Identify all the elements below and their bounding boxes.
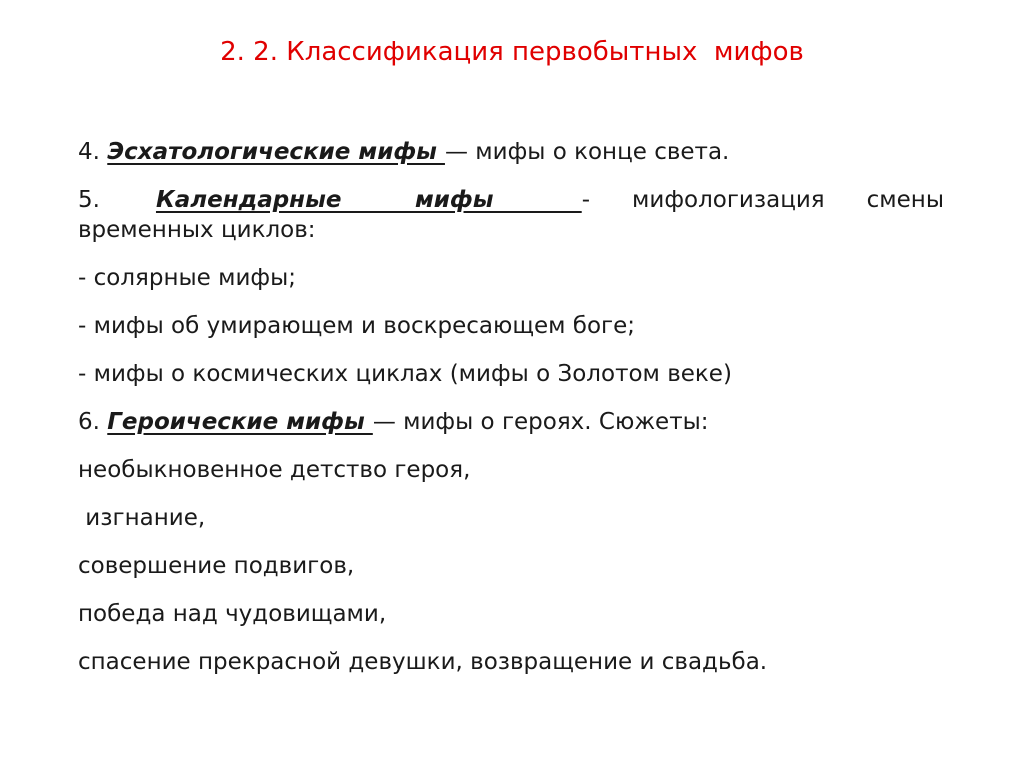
item-calendar [78,185,944,245]
item-term: Эсхатологические мифы [107,139,445,165]
item-definition: - мифологизация смены [581,187,944,213]
item-calendar-first-line [78,185,944,215]
plot-rescue: спасение прекрасной девушки, возвращение и свадьба. [78,649,768,675]
item-calendar-continuation: временных циклов: [78,217,316,243]
item-definition: — мифы о конце света. [444,139,730,165]
sub-item-dying-god: - мифы об умирающем и воскресающем боге; [78,313,636,339]
sub-item-cosmic-cycles: - мифы о космических циклах (мифы о Золотом веке) [78,361,732,387]
item-number: 5. [78,187,100,213]
item-term: Календарные мифы [155,187,582,213]
plot-childhood: необыкновенное детство героя, [78,457,471,483]
item-number: 6. [78,409,108,435]
item-heroic [78,407,944,437]
sub-item-solar: - солярные мифы; [78,265,296,291]
plot-deeds: совершение подвигов, [78,553,355,579]
item-number: 4. [78,139,108,165]
item-eschatological [78,137,944,167]
item-term: Героические мифы [107,409,373,435]
plot-monsters: победа над чудовищами, [78,601,387,627]
slide-title: 2. 2. Классификация первобытных мифов [220,37,804,67]
plot-exile: изгнание, [78,505,206,531]
item-definition: — мифы о героях. Сюжеты: [372,409,709,435]
slide-content [78,137,944,695]
